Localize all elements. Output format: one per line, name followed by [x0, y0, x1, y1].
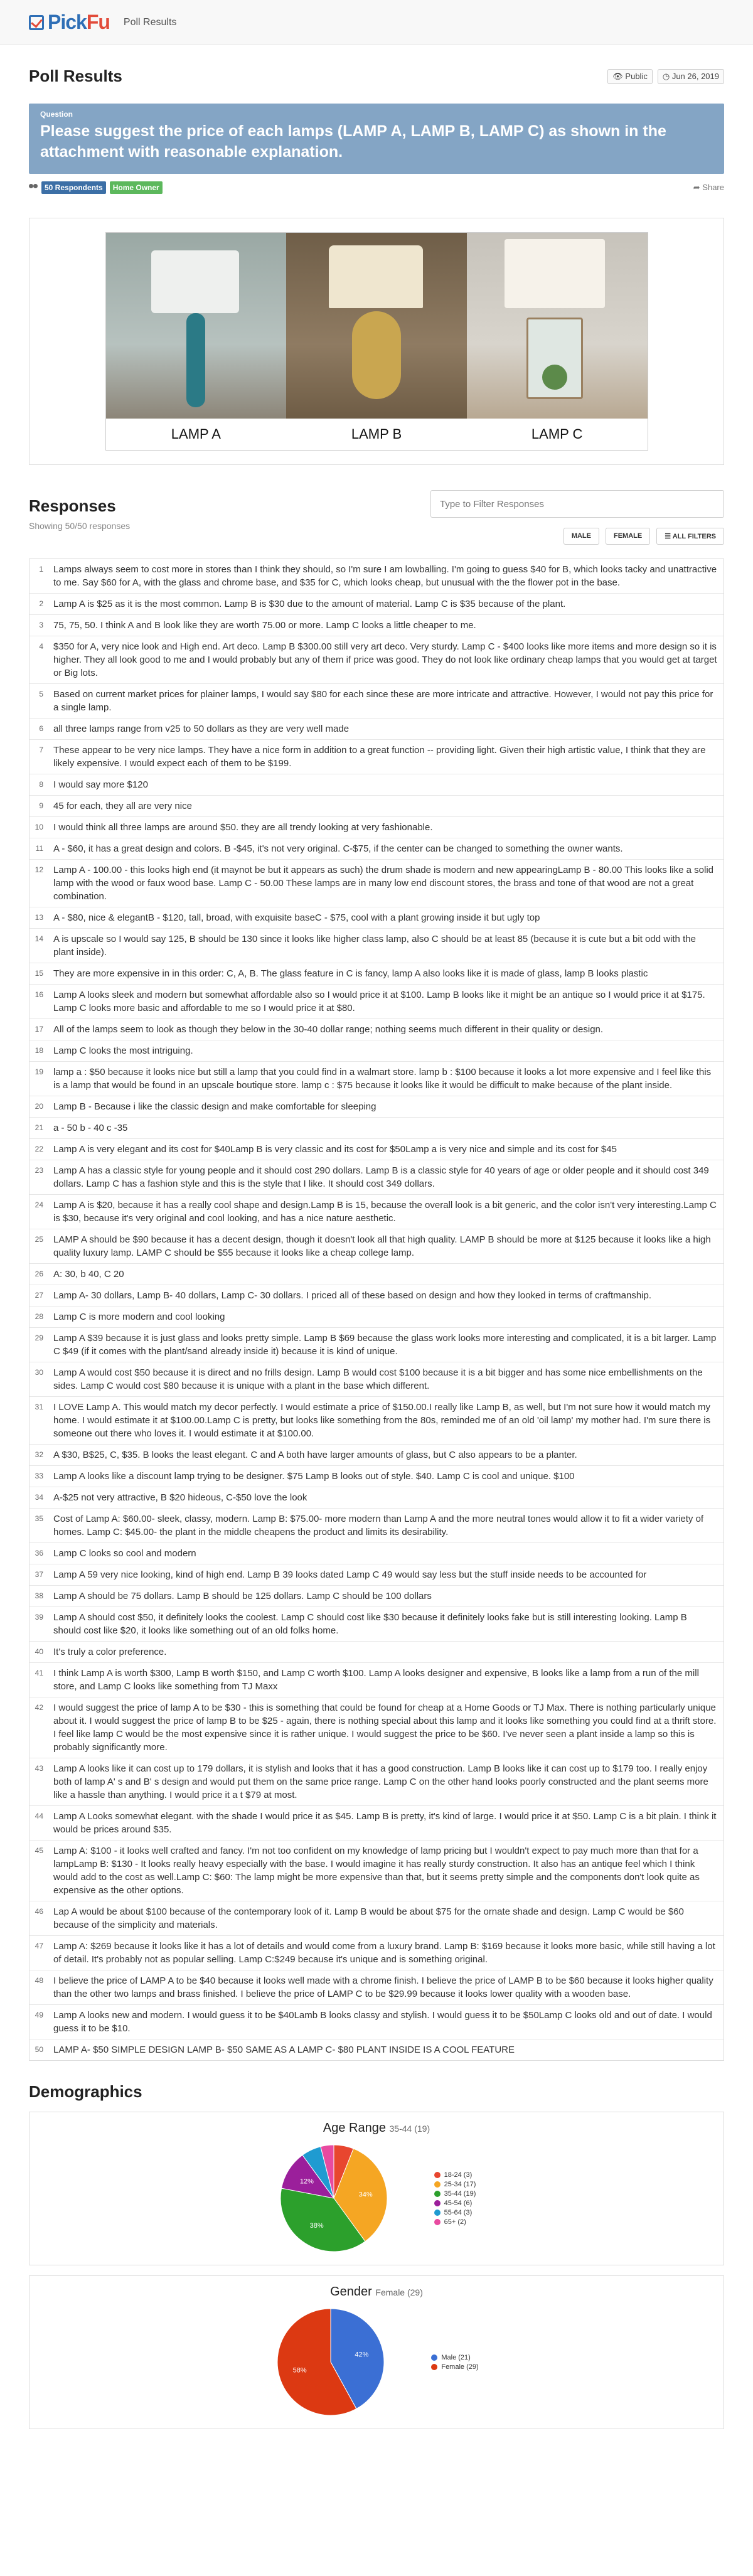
response-row	[29, 1307, 724, 1328]
response-text: $350 for A, very nice look and High end. Art deco. Lamp B $300.00 still very art deco. Very sturdy. Lamp C - $400 looks like more items and more design so it is higher. They all look good to me and I would probably but any of them if price was good. They do not look like ordinary cheap lamps that you would get at target or Big lots.	[53, 641, 717, 678]
filter-responses-input[interactable]	[430, 490, 724, 518]
age-slice-label: 34%	[358, 2191, 373, 2199]
response-text: All of the lamps seem to look as though they below in the 30-40 dollar range; nothing seems much different in their quality or design.	[53, 1024, 604, 1035]
response-text: Lap A would be about $100 because of the contemporary look of it. Lamp B would be about $75 for the ornate shade and design. Lamp C would be $60 because of the simplicity and materials.	[53, 1906, 684, 1930]
response-text: Lamp B - Because i like the classic design and make comfortable for sleeping	[53, 1101, 376, 1112]
response-text: Lamp A $39 because it is just glass and looks pretty simple. Lamp B $69 because the glass work looks more interesting and complicated, it is a bit larger. Lamp C $49 (if it comes with the plant/sand already inside it) because it is kind of unique.	[53, 1333, 717, 1357]
logo-left: Pick	[48, 11, 87, 33]
response-row	[29, 1697, 724, 1758]
response-row	[29, 1509, 724, 1543]
response-number: 17	[35, 1025, 43, 1034]
response-number: 46	[35, 1907, 43, 1916]
response-text: Cost of Lamp A: $60.00- sleek, classy, modern. Lamp B: $75.00- more modern than Lamp A and the more neutral tones would allow it to fit a wider variety of homes. Lamp C: $45.00- the plant in the middle cheapens the product and limits its desirability.	[53, 1514, 704, 1537]
legend-dot-icon	[434, 2191, 441, 2197]
response-text: Lamp A is $20, because it has a really cool shape and design.Lamp B is 15, because the overall look is a bit generic, and the color isn't very interesting.Lamp C is $30, because it's very original and cool looking, and has a nice nature aesthetic.	[53, 1200, 717, 1224]
gender-legend-label: Female (29)	[441, 2363, 479, 2371]
response-number: 42	[35, 1703, 43, 1712]
response-row	[29, 1445, 724, 1466]
age-legend	[434, 2169, 476, 2228]
response-text: Lamp A is very elegant and its cost for $40Lamp B is very classic and its cost for $50Lamp a is very nice and simple and its cost for $45	[53, 1144, 617, 1155]
response-row	[29, 1901, 724, 1936]
response-text: 45 for each, they all are very nice	[53, 801, 192, 811]
response-text: Lamp A - 100.00 - this looks high end (it maynot be but it appears as such) the drum shade is modern and new appearingLamp B - 80.00 This looks like a solid lamp with the wood or faux wood base. Lamp C - 50.00 These lamps are in many low end discount stores, the brass and tone of that wood are not a great combination.	[53, 865, 713, 902]
lamp-a	[106, 233, 287, 450]
gender-title: Gender	[330, 2285, 372, 2299]
response-row	[29, 2005, 724, 2039]
response-number: 11	[35, 844, 43, 853]
lamp-c	[467, 233, 648, 450]
response-text: They are more expensive in in this order: C, A, B. The glass feature in C is fancy, lamp A also looks like it is made of glass, lamp B looks plastic	[53, 968, 648, 979]
legend-dot-icon	[431, 2354, 437, 2361]
response-text: all three lamps range from v25 to 50 dollars as they are very well made	[53, 724, 350, 734]
nav-poll-results[interactable]: Poll Results	[123, 16, 177, 28]
response-text: I believe the price of LAMP A to be $40 because it looks well made with a chrome finish. I believe the price of LAMP B to be $60 because it looks higher quality than the other two lamps and brass finished. I believe the price of LAMP C to be $29.99 because it looks lower quality with a wooden base.	[53, 1975, 713, 1999]
top-bar	[0, 0, 753, 45]
gender-legend-item[interactable]	[431, 2354, 478, 2361]
response-text: Lamp A: $269 because it looks like it has a lot of details and would come from a luxury brand. Lamp B: $169 because it looks more basic, while still having a lot of detail. It's probably not as popular selling. Lamp C:$249 because it's unique and is something original.	[53, 1941, 715, 1965]
legend-dot-icon	[431, 2364, 437, 2370]
response-number: 45	[35, 1846, 43, 1855]
pickfu-logo[interactable]	[29, 11, 110, 34]
legend-dot-icon	[434, 2219, 441, 2225]
lamp-b-label: LAMP B	[286, 419, 467, 450]
response-row	[29, 1040, 724, 1062]
response-row	[29, 1543, 724, 1564]
age-legend-label: 55-64 (3)	[444, 2208, 473, 2216]
gender-subtitle: Female (29)	[375, 2287, 423, 2297]
response-text: Lamp A: $100 - it looks well crafted and fancy. I'm not too confident on my knowledge of lamp pricing but I wouldn't expect to pay much more than that for a lampLamp B: $130 - It looks really heavy especially with the base. I would imagine it has really sturdy construction. It also has an antique feel which I think would add to the cost as well.Lamp C: $60: The lamp might be more expensive than that, but it seems pretty simple and the components don't look quite as expensive as the other options.	[53, 1846, 700, 1896]
response-number: 12	[35, 865, 43, 874]
age-legend-label: 35-44 (19)	[444, 2189, 476, 2198]
respondents-tag: 50 Respondents	[41, 181, 106, 194]
response-text: A - $60, it has a great design and colors. B -$45, it's not very original. C-$75, if the center can be changed to something the owner wants.	[53, 843, 623, 854]
response-number: 48	[35, 1976, 43, 1985]
age-legend-item[interactable]	[434, 2199, 476, 2207]
question-panel	[29, 104, 724, 174]
lamp-c-photo	[467, 233, 648, 419]
gender-panel	[29, 2275, 724, 2429]
response-row	[29, 1936, 724, 1970]
age-legend-item[interactable]	[434, 2171, 476, 2179]
legend-dot-icon	[434, 2200, 441, 2206]
response-number: 7	[39, 746, 43, 754]
response-row	[29, 860, 724, 907]
response-number: 50	[35, 2045, 43, 2054]
response-number: 43	[35, 1764, 43, 1773]
response-text: 75, 75, 50. I think A and B look like they are worth 75.00 or more. Lamp C looks a little cheaper to me.	[53, 620, 476, 631]
response-text: Lamp A Looks somewhat elegant. with the shade I would price it as $45. Lamp B is pretty, it's kind of large. I would price it at $50. Lamp C is a bit plain. I think it would be prices around $35.	[53, 1811, 717, 1835]
response-number: 31	[35, 1403, 43, 1411]
response-row	[29, 615, 724, 636]
response-row	[29, 1285, 724, 1307]
people-icon	[29, 184, 38, 191]
response-number: 36	[35, 1549, 43, 1558]
response-text: Lamp A looks like a discount lamp trying to be designer. $75 Lamp B looks out of style. $40. Lamp C is cool and unique. $100	[53, 1471, 575, 1482]
lamp-b	[286, 233, 467, 450]
lamp-a-label: LAMP A	[106, 419, 287, 450]
age-legend-label: 45-54 (6)	[444, 2199, 473, 2207]
response-text: Lamp C looks so cool and modern	[53, 1548, 196, 1559]
age-range-panel	[29, 2112, 724, 2265]
gender-legend-label: Male (21)	[441, 2353, 471, 2361]
response-text: I would suggest the price of lamp A to be $30 - this is something that could be found for cheap at a Home Goods or TJ Max. There is nothing particularly unique about it. I would suggest the price of lamp B to be $25 - again, there is nothing special about this lamp and it looks like something you could find at a thrift store. I feel like lamp C would be the most expensive since it is rather unique. I would suggest the price to be $60. I've never seen a plant inside a lamp so this is probably significantly more.	[53, 1702, 717, 1753]
response-text: Lamp A has a classic style for young people and it should cost 290 dollars. Lamp B is a classic style for 40 years of age or older people and it should cost 349 dollars. Lamp C has a fashion style and this is the style that I like. It should cost 349 dollars.	[53, 1165, 709, 1189]
response-text: A-$25 not very attractive, B $20 hideous, C-$50 love the look	[53, 1492, 307, 1503]
share-label: Share	[702, 183, 724, 192]
response-number: 24	[35, 1200, 43, 1209]
response-number: 20	[35, 1102, 43, 1111]
response-number: 2	[39, 599, 43, 608]
response-number: 18	[35, 1046, 43, 1055]
response-text: Lamp C looks the most intriguing.	[53, 1045, 193, 1056]
response-text: These appear to be very nice lamps. They have a nice form in addition to a great function -- providing light. Given their high artistic value, I think that they are likely expensive. I would expect each of them to be $199.	[53, 745, 706, 769]
response-row	[29, 1229, 724, 1264]
response-number: 19	[35, 1067, 43, 1076]
response-number: 29	[35, 1333, 43, 1342]
response-text: Lamp A would cost $50 because it is direct and no frills design. Lamp B would cost $100 because it is a bit bigger and has some nice embellishments on the sides. Lamp C would cost $80 because it is unique with a plant in the base which different.	[53, 1367, 703, 1391]
response-row	[29, 1362, 724, 1397]
male-filter-button[interactable]: MALE	[563, 528, 599, 545]
response-number: 23	[35, 1166, 43, 1175]
response-text: Lamp A looks new and modern. I would guess it to be $40Lamb B looks classy and stylish. I would guess it to be $50Lamp C looks old and out of date. I would guess it to be $10.	[53, 2010, 712, 2034]
response-text: Lamp A looks like it can cost up to 179 dollars, it is stylish and looks that it has a good construction. Lamp B looks like it can cost up to $179 too. I really enjoy both of lamp A' s and B' s design and would put them on the same price range. Lamp C on the other hand looks poorly constructed and the plant seems more like a hassle than anything. I would price it a t $79 at most.	[53, 1763, 708, 1800]
response-text: LAMP A- $50 SIMPLE DESIGN LAMP B- $50 SAME AS A LAMP C- $80 PLANT INSIDE IS A COOL FEATURE	[53, 2044, 515, 2055]
response-row	[29, 684, 724, 719]
age-legend-label: 18-24 (3)	[444, 2171, 473, 2179]
gender-legend-item[interactable]	[431, 2363, 478, 2371]
response-number: 38	[35, 1591, 43, 1600]
response-number: 15	[35, 969, 43, 978]
lamp-a-photo	[106, 233, 287, 419]
demographics-title: Demographics	[29, 2082, 142, 2101]
response-text: Based on current market prices for plainer lamps, I would say $80 for each since these are more intricate and attractive. However, I would not pay this price for a single lamp.	[53, 689, 713, 713]
response-row	[29, 929, 724, 963]
response-row	[29, 1466, 724, 1487]
response-text: Lamp C is more modern and cool looking	[53, 1312, 225, 1322]
response-text: A $30, B$25, C, $35. B looks the least elegant. C and A both have larger amounts of glass, but C also appears to be a planter.	[53, 1450, 577, 1460]
response-text: lamp a : $50 because it looks nice but still a lamp that you could find in a walmart store. lamp b : $100 because it looks a lot more expensive and I feel like this is a lamp that would be found in an upscale boutique store. lamp c : $75 because it looks like it would be difficult to make because of the plant inside.	[53, 1067, 712, 1091]
response-text: It's truly a color preference.	[53, 1647, 167, 1657]
response-row	[29, 1564, 724, 1586]
response-text: Lamp A- 30 dollars, Lamp B- 40 dollars, Lamp C- 30 dollars. I priced all of these based on design and how they looked in terms of craftmanship.	[53, 1290, 652, 1301]
response-text: I LOVE Lamp A. This would match my decor perfectly. I would estimate a price of $150.00.I really like Lamp B, as well, but I'm not sure how it would match my home. I would estimate it at $100.00.Lamp C is pretty, but looks like something from the 80s, reminded me of an old 'oil lamp' my mother had. I'm sure there is someone out there who loves it. I would estimate it at $100.00.	[53, 1402, 711, 1439]
attachment-box	[29, 218, 724, 465]
response-number: 5	[39, 690, 43, 698]
response-number: 30	[35, 1368, 43, 1377]
response-text: Lamp A 59 very nice looking, kind of high end. Lamp B 39 looks dated Lamp C 49 would say less but the stuff inside needs to be accounted for	[53, 1569, 647, 1580]
response-row	[29, 719, 724, 740]
response-number: 28	[35, 1312, 43, 1321]
response-number: 27	[35, 1291, 43, 1300]
all-filters-label: ALL FILTERS	[672, 533, 716, 540]
age-subtitle: 35-44 (19)	[389, 2124, 430, 2134]
age-slice-label: 38%	[309, 2222, 324, 2230]
response-row	[29, 636, 724, 684]
response-number: 39	[35, 1613, 43, 1622]
response-text: I think Lamp A is worth $300, Lamp B worth $150, and Lamp C worth $100. Lamp A looks designer and expensive, B looks like a lamp from a run of the mill store, and Lamp C looks like something from TJ Maxx	[53, 1668, 699, 1692]
response-row	[29, 1264, 724, 1285]
response-row	[29, 907, 724, 929]
response-row	[29, 1195, 724, 1229]
response-row	[29, 838, 724, 860]
response-number: 25	[35, 1235, 43, 1244]
page-title: Poll Results	[29, 67, 122, 85]
response-row	[29, 2039, 724, 2060]
gender-slice-label: 42%	[355, 2351, 369, 2359]
response-number: 16	[35, 990, 43, 999]
response-text: Lamp A looks sleek and modern but somewhat affordable also so I would price it at $100. Lamp B looks like it might be an antique so I would price it at $175. Lamp C looks more basic and affordable to me so I would price it at $80.	[53, 990, 705, 1013]
question-label: Question	[40, 110, 73, 119]
response-text: Lamps always seem to cost more in stores than I think they should, so I'm sure I am lowballing. I'm going to guess $40 for B, which looks tacky and unattractive to me. Say $60 for A, with the glass and chrome base, and $35 for C, which looks cheap, but unusual with the the flower pot in the base.	[53, 564, 717, 588]
response-text: A is upscale so I would say 125, B should be 130 since it looks like higher class lamp, also C should be at least 85 (because it is cute but a bit odd with the plant inside).	[53, 934, 696, 958]
response-text: A - $80, nice & elegantB - $120, tall, broad, with exquisite baseC - $75, cool with a plant growing inside it but ugly top	[53, 912, 540, 923]
lamps-image[interactable]	[105, 232, 648, 451]
response-text: Lamp A is $25 as it is the most common. Lamp B is $30 due to the amount of material. Lamp C is $35 because of the plant.	[53, 599, 566, 609]
response-number: 22	[35, 1145, 43, 1153]
legend-dot-icon	[434, 2210, 441, 2216]
response-row	[29, 1397, 724, 1445]
response-row	[29, 963, 724, 985]
response-row	[29, 1139, 724, 1160]
all-filters-button[interactable]: ☰ ALL FILTERS	[656, 528, 724, 545]
gender-legend	[431, 2352, 478, 2373]
response-row	[29, 1806, 724, 1841]
response-number: 10	[35, 823, 43, 831]
age-legend-item[interactable]	[434, 2181, 476, 2188]
age-legend-label: 25-34 (17)	[444, 2180, 476, 2188]
response-text: a - 50 b - 40 c -35	[53, 1123, 128, 1133]
response-text: Lamp A should be 75 dollars. Lamp B should be 125 dollars. Lamp C should be 100 dollars	[53, 1591, 432, 1601]
female-filter-button[interactable]: FEMALE	[606, 528, 650, 545]
response-row	[29, 1841, 724, 1901]
response-text: A: 30, b 40, C 20	[53, 1269, 124, 1280]
response-number: 8	[39, 780, 43, 789]
response-number: 21	[35, 1123, 43, 1132]
response-row	[29, 985, 724, 1019]
response-number: 37	[35, 1570, 43, 1579]
lamp-b-photo	[286, 233, 467, 419]
gender-slice-label: 58%	[292, 2366, 307, 2375]
response-row	[29, 1758, 724, 1806]
response-number: 26	[35, 1269, 43, 1278]
age-title: Age Range	[323, 2121, 386, 2135]
response-number: 44	[35, 1812, 43, 1820]
response-row	[29, 1328, 724, 1362]
checkbox-logo-icon	[29, 15, 44, 30]
response-row	[29, 774, 724, 796]
response-number: 49	[35, 2011, 43, 2019]
response-row	[29, 796, 724, 817]
response-text: LAMP A should be $90 because it has a decent design, though it doesn't look all that high quality. LAMP B should be more at $125 because it looks like a high quality luxury lamp. LAMP C should be $55 because it looks like a cheap college lamp.	[53, 1234, 711, 1258]
age-slice-label: 12%	[299, 2178, 314, 2186]
logo-right: Fu	[86, 11, 110, 33]
response-row	[29, 817, 724, 838]
response-number: 1	[39, 565, 43, 574]
responses-count: Showing 50/50 responses	[29, 521, 131, 531]
legend-dot-icon	[434, 2172, 441, 2178]
response-number: 35	[35, 1514, 43, 1523]
responses-list	[29, 558, 724, 2061]
response-row	[29, 1642, 724, 1663]
lamp-c-label: LAMP C	[467, 419, 648, 450]
age-legend-label: 65+ (2)	[444, 2218, 466, 2226]
response-text: Lamp A should cost $50, it definitely looks the coolest. Lamp C should cost like $30 because it definitely looks fake but is still interesting looking. Lamp B should cost like $20, it looks like something out of an old folks home.	[53, 1612, 687, 1636]
response-number: 14	[35, 934, 43, 943]
response-row	[29, 1160, 724, 1195]
response-row	[29, 1062, 724, 1096]
age-pie-chart	[277, 2142, 390, 2255]
response-row	[29, 594, 724, 615]
audience-tag: Home Owner	[110, 181, 163, 194]
legend-dot-icon	[434, 2181, 441, 2188]
response-number: 40	[35, 1647, 43, 1656]
response-row	[29, 1663, 724, 1697]
response-row	[29, 1118, 724, 1139]
response-number: 32	[35, 1450, 43, 1459]
response-text: I would say more $120	[53, 779, 148, 790]
response-number: 47	[35, 1942, 43, 1950]
visibility-text: Public	[625, 71, 648, 81]
gender-pie-chart	[274, 2306, 387, 2418]
response-row	[29, 559, 724, 594]
response-number: 4	[39, 642, 43, 651]
responses-title: Responses	[29, 496, 116, 515]
response-number: 3	[39, 621, 43, 629]
response-row	[29, 1586, 724, 1607]
response-row	[29, 1019, 724, 1040]
response-row	[29, 1607, 724, 1642]
response-row	[29, 740, 724, 774]
response-text: I would think all three lamps are around $50. they are all trendy looking at very fashionable.	[53, 822, 433, 833]
date-text: Jun 26, 2019	[671, 71, 719, 81]
response-number: 9	[39, 801, 43, 810]
age-legend-item[interactable]	[434, 2218, 476, 2226]
response-number: 6	[39, 724, 43, 733]
response-row	[29, 1970, 724, 2005]
response-row	[29, 1096, 724, 1118]
response-number: 41	[35, 1669, 43, 1677]
age-legend-item[interactable]	[434, 2190, 476, 2198]
response-number: 33	[35, 1472, 43, 1480]
age-legend-item[interactable]	[434, 2209, 476, 2216]
date-badge: ◷ Jun 26, 2019	[658, 69, 724, 84]
response-row	[29, 1487, 724, 1509]
response-number: 34	[35, 1493, 43, 1502]
visibility-badge: 👁 Public	[607, 69, 653, 84]
share-button[interactable]: ➦ Share	[693, 183, 724, 192]
question-text: Please suggest the price of each lamps (LAMP A, LAMP B, LAMP C) as shown in the attachment with reasonable explanation.	[40, 122, 666, 161]
response-number: 13	[35, 913, 43, 922]
